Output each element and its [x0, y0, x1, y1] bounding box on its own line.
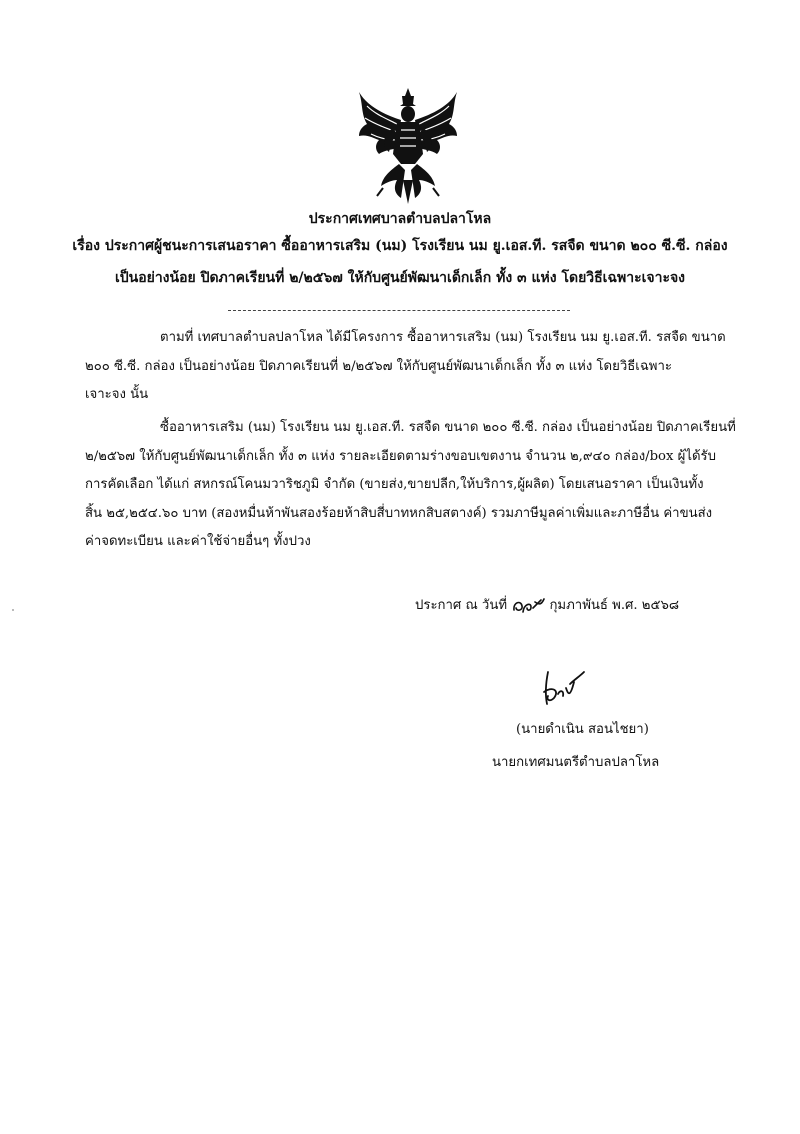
paragraph-line: ตามที่ เทศบาลตำบลปลาโหล ได้มีโครงการ ซื้ออาหารเสริม (นม) โรงเรียน นม ยู.เอส.ที. รสจืด ขนาด [160, 330, 726, 345]
garuda-emblem-icon [353, 84, 463, 208]
paragraph-line: เจาะจง นั้น [85, 387, 149, 402]
subject-line: เป็นอย่างน้อย ปิดภาคเรียนที่ ๒/๒๕๖๗ ให้กับศูนย์พัฒนาเด็กเล็ก ทั้ง ๓ แห่ง โดยวิธีเฉพาะเจาะจง [114, 270, 686, 286]
paragraph-line: ๒๐๐ ซี.ซี. กล่อง เป็นอย่างน้อย ปิดภาคเรียนที่ ๒/๒๕๖๗ ให้กับศูนย์พัฒนาเด็กเล็ก ทั้ง ๓ แห่ง โดยวิธีเฉพาะ [85, 358, 672, 374]
signer-position: นายกเทศมนตรีตำบลปลาโหล [492, 755, 660, 770]
date-suffix: กุมภาพันธ์ พ.ศ. ๒๕๖๘ [549, 598, 680, 613]
body-paragraph-2 [85, 414, 736, 557]
date-prefix: ประกาศ ณ วันที่ [415, 598, 508, 613]
paragraph-line: ๒/๒๕๖๗ ให้กับศูนย์พัฒนาเด็กเล็ก ทั้ง ๓ แห่ง รายละเอียดตามร่างขอบเขตงาน จำนวน ๒,๙๔๐ กล่อง/box ผู้ได้รับ [85, 448, 717, 464]
paragraph-line: ค่าจดทะเบียน และค่าใช้จ่ายอื่นๆ ทั้งปวง [85, 534, 311, 549]
subject-line: เรื่อง ประกาศผู้ชนะการเสนอราคา ซื้ออาหารเสริม (นม) โรงเรียน นม ยู.เอส.ที. รสจืด ขนาด ๒๐๐ ซี.ซี. กล่อง [72, 238, 728, 254]
paragraph-line: การคัดเลือก ได้แก่ สหกรณ์โคนมวาริชภูมิ จำกัด (ขายส่ง,ขายปลีก,ให้บริการ,ผู้ผลิต) โดยเสนอราคา เป็นเงินทั้ง [85, 477, 704, 492]
signature-icon [530, 668, 590, 716]
announcement-title: ประกาศเทศบาลตำบลปลาโหล [308, 211, 492, 227]
announcement-subject [60, 230, 740, 294]
announcement-date [415, 594, 679, 616]
paragraph-line: ซื้ออาหารเสริม (นม) โรงเรียน นม ยู.เอส.ที. รสจืด ขนาด ๒๐๐ ซี.ซี. กล่อง เป็นอย่างน้อย ปิดภาคเรียนที่ [160, 420, 736, 435]
handwritten-day [511, 596, 545, 616]
divider [228, 310, 570, 311]
body-paragraph-1 [85, 324, 725, 410]
scan-speck [12, 609, 14, 611]
signer-name: (นายดำเนิน สอนไชยา) [516, 722, 649, 737]
paragraph-line: สิ้น ๒๕,๒๕๔.๖๐ บาท (สองหมื่นห้าพันสองร้อยห้าสิบสี่บาทหกสิบสตางค์) รวมภาษีมูลค่าเพิ่มและภาษีอื่น ค่าขนส่ง [85, 505, 713, 521]
